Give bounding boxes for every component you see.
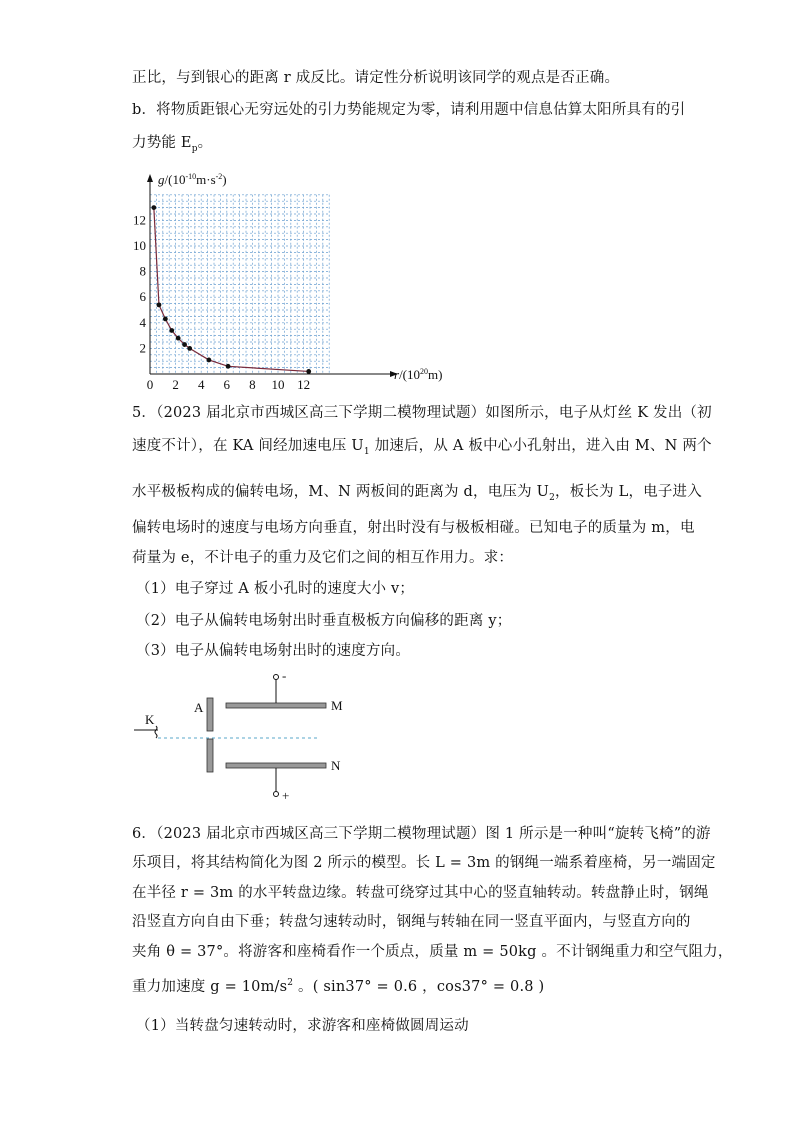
q5-sub-3: （3）电子从偏转电场射出时的速度方向。 bbox=[136, 643, 411, 659]
terminal-plus bbox=[274, 792, 279, 797]
x-tick-label: 8 bbox=[249, 377, 256, 390]
y-tick-label: 10 bbox=[133, 238, 146, 253]
terminal-minus bbox=[274, 675, 279, 680]
label-minus: - bbox=[282, 668, 287, 683]
x-tick-label: 10 bbox=[271, 377, 285, 390]
deflection-apparatus-diagram bbox=[128, 666, 368, 806]
y-axis-label: $g/(10^{-10}m\cdot s^{-2})$ bbox=[158, 172, 227, 187]
plate-n bbox=[226, 763, 326, 768]
q6-line-3: 在半径 r = 3m 的水平转盘边缘。转盘可绕穿过其中心的竖直轴转动。转盘静止时，钢绳 bbox=[132, 885, 709, 901]
q6-line-1: 6．（2023 届北京市西城区高三下学期二模物理试题）图 1 所示是一种叫“旋转飞椅”的游 bbox=[132, 826, 711, 842]
data-point bbox=[163, 317, 168, 322]
q6-line-2: 乐项目，将其结构简化为图 2 所示的模型。长 L = 3m 的钢绳一端系着座椅，另一端固定 bbox=[132, 855, 716, 871]
data-point bbox=[157, 302, 162, 307]
y-tick-label: 2 bbox=[139, 340, 146, 356]
plate-a-lower bbox=[207, 739, 213, 772]
data-point bbox=[187, 346, 192, 351]
data-point bbox=[176, 336, 181, 341]
y-tick-label: 6 bbox=[139, 289, 146, 305]
data-point bbox=[182, 342, 187, 347]
q6-sub-1: （1）当转盘匀速转动时，求游客和座椅做圆周运动 bbox=[136, 1018, 469, 1034]
q6-line-4: 沿竖直方向自由下垂；转盘匀速转动时，钢绳与转轴在同一竖直平面内，与竖直方向的 bbox=[132, 914, 691, 930]
y-tick-label: 8 bbox=[139, 263, 146, 279]
x-tick-label: 4 bbox=[197, 377, 205, 390]
q5-line-2: 速度不计），在 KA 间经加速电压 $U_1$ 加速后，从 A 板中心小孔射出，进入由 M、N 两个 bbox=[132, 438, 712, 457]
chart-grid bbox=[150, 195, 329, 374]
fit-curve bbox=[154, 208, 309, 372]
x-tick-label: 12 bbox=[297, 377, 311, 390]
y-tick-label: 12 bbox=[133, 212, 146, 228]
q5-line-4: 偏转电场时的速度与电场方向垂直，射出时没有与极板相碰。已知电子的质量为 m，电 bbox=[132, 520, 695, 536]
q5-sub-2: （2）电子从偏转电场射出时垂直极板方向偏移的距离 y； bbox=[136, 613, 512, 629]
q6-line-6: 重力加速度 $g = 10m/s^2$ 。( sin37° = 0.6 ，cos37° = 0.8 ) bbox=[132, 978, 545, 995]
chart-tick-labels bbox=[133, 212, 310, 390]
data-point bbox=[151, 205, 156, 210]
x-tick-label: 6 bbox=[223, 377, 231, 390]
label-n: N bbox=[331, 758, 341, 773]
plate-a-upper bbox=[207, 698, 213, 731]
data-point bbox=[306, 369, 311, 374]
filament-coil bbox=[155, 726, 157, 738]
plate-m bbox=[226, 703, 326, 708]
q4-line-3: 力势能 $E_p$。 bbox=[132, 135, 213, 154]
label-plus: + bbox=[282, 788, 290, 803]
label-k: K bbox=[145, 712, 155, 727]
q5-sub-1: （1）电子穿过 A 板小孔时的速度大小 v； bbox=[136, 581, 415, 597]
q5-line-1: 5．（2023 届北京市西城区高三下学期二模物理试题）如图所示，电子从灯丝 K 发出（初 bbox=[132, 405, 712, 421]
q4-line-2: b．将物质距银心无穷远处的引力势能规定为零，请利用题中信息估算太阳所具有的引 bbox=[132, 102, 686, 118]
x-axis-label: $r/(10^{20}m)$ bbox=[394, 367, 443, 382]
q4-line-1: 正比，与到银心的距离 r 成反比。请定性分析说明该同学的观点是否正确。 bbox=[132, 70, 620, 86]
q5-line-3: 水平极板构成的偏转电场，M、N 两板间的距离为 d，电压为 $U_2$，板长为 L，电子进入 bbox=[132, 484, 702, 503]
label-a: A bbox=[194, 700, 204, 715]
q5-line-5: 荷量为 e，不计电子的重力及它们之间的相互作用力。求： bbox=[132, 550, 514, 566]
data-point bbox=[206, 358, 211, 363]
data-point bbox=[169, 328, 174, 333]
data-point bbox=[226, 364, 231, 369]
y-tick-label: 4 bbox=[139, 314, 146, 330]
label-m: M bbox=[331, 698, 343, 713]
q6-line-5: 夹角 θ = 37°。将游客和座椅看作一个质点，质量 m = 50kg 。不计钢绳重力和空气阻力， bbox=[132, 944, 733, 960]
x-tick-label: 2 bbox=[172, 377, 179, 390]
g-vs-r-chart bbox=[130, 168, 470, 390]
x-tick-label: 0 bbox=[146, 377, 154, 390]
